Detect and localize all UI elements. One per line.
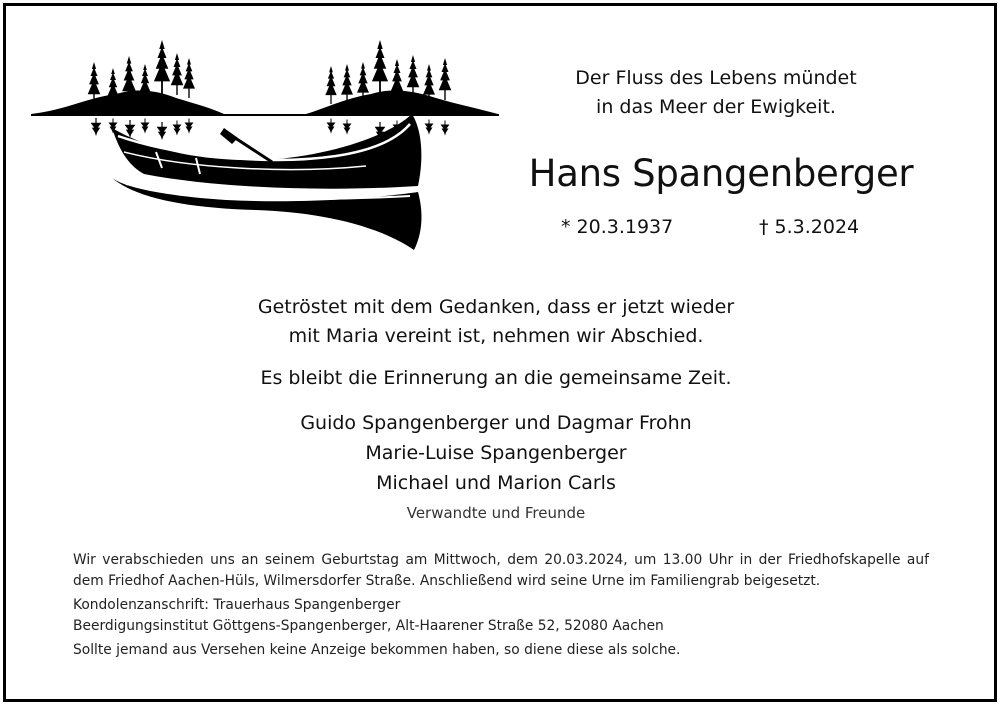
comfort-line: Getröstet mit dem Gedanken, dass er jetzt wieder [257,296,735,318]
relatives-text: Verwandte und Freunde [406,504,586,522]
farewell-paragraph: Wir verabschieden uns an seinem Geburtstag am Mittwoch, dem 20.03.2024, um 13.00 Uhr in der Friedhofskapelle auf dem Friedhof Aachen-Hüls, Wilmersdorfer Straße. Anschließend wird seine Urne im Familiengrab beigesetzt. [73,552,929,589]
motto-verse [516,64,916,122]
condolence-address: Beerdigungsinstitut Göttgens-Spangenberger, Alt-Haarener Straße 52, 52080 Aachen [73,618,664,634]
condolence-address: Kondolenzanschrift: Trauerhaus Spangenberger [73,597,401,613]
memory-text: Es bleibt die Erinnerung an die gemeinsame Zeit. [260,367,732,389]
motto-line: in das Meer der Ewigkeit. [596,96,836,118]
closing-note: Sollte jemand aus Versehen keine Anzeige bekommen haben, so diene diese als solche. [73,642,681,658]
mourner-name: Michael und Marion Carls [376,472,616,494]
canoe-lake-pine-trees-icon [26,28,502,253]
death-date: † 5.3.2024 [759,216,860,238]
mourners-list [156,408,836,498]
motto-line: Der Fluss des Lebens mündet [575,67,857,89]
comfort-text [156,293,836,351]
mourner-name: Guido Spangenberger und Dagmar Frohn [300,412,692,434]
mourner-name: Marie-Luise Spangenberger [365,442,627,464]
birth-date: * 20.3.1937 [561,216,674,238]
funeral-notice [73,550,929,661]
obituary-card [3,3,997,702]
comfort-line: mit Maria vereint ist, nehmen wir Abschied. [288,325,704,347]
deceased-name: Hans Spangenberger [528,152,914,195]
